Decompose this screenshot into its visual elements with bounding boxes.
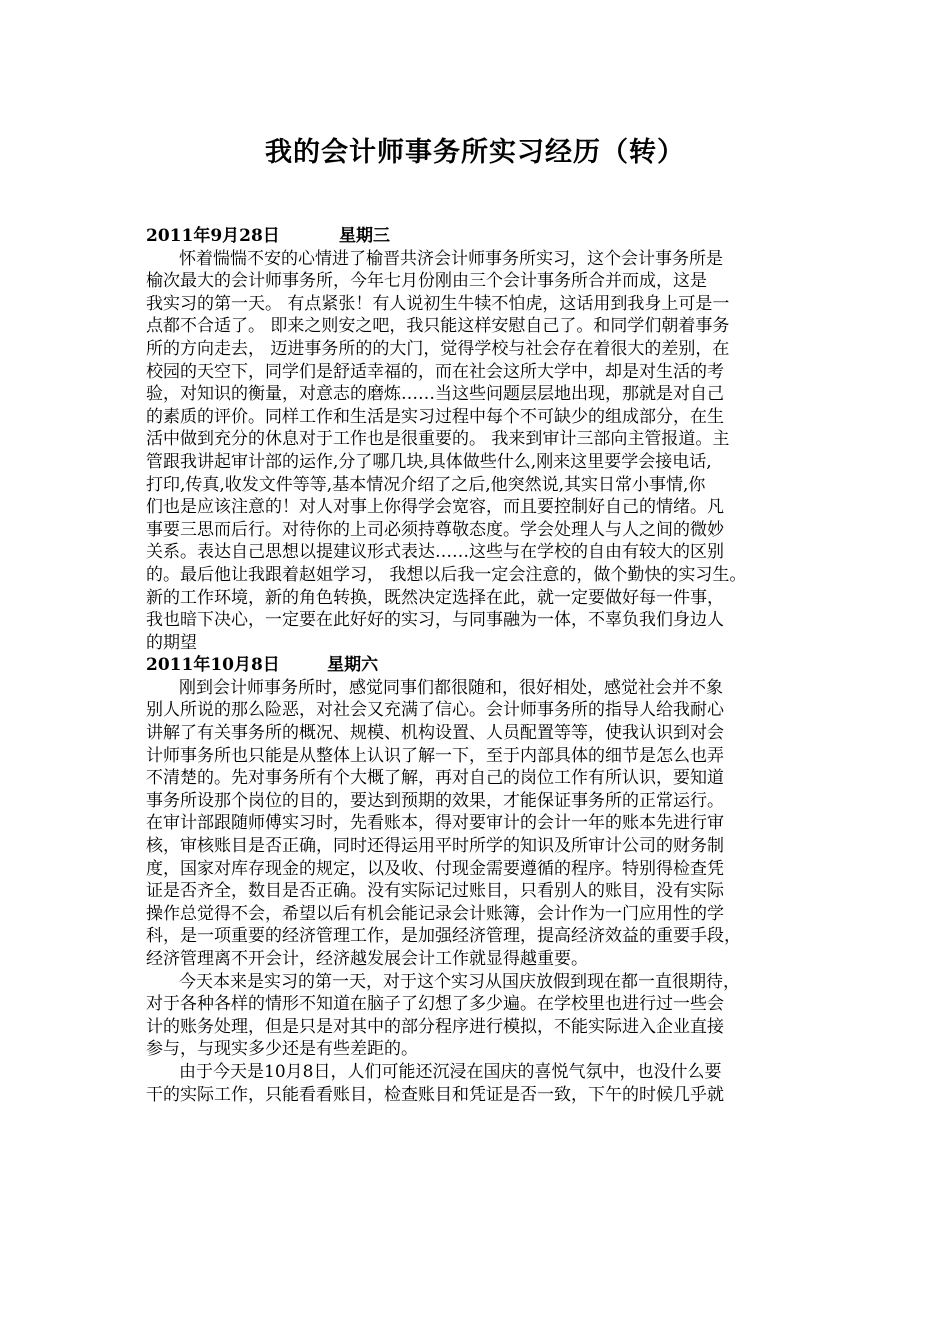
- text-line: 计的账务处理，但是只是对其中的部分程序进行模拟，不能实际进入企业直接: [146, 1016, 724, 1037]
- text-line: 今天本来是实习的第一天，对于这个实习从国庆放假到现在都一直很期待，: [179, 971, 740, 992]
- text-line: 的素质的评价。同样工作和生活是实习过程中每个不可缺少的组成部分，在生: [146, 406, 724, 427]
- text-line: 校园的天空下，同学们是舒适幸福的，而在社会这所大学中，却是对生活的考: [146, 361, 724, 382]
- text-line: 管跟我讲起审计部的运作,分了哪几块,具体做些什么,刚来这里要学会接电话,: [146, 451, 712, 472]
- text-line: 讲解了有关事务所的概况、规模、机构设置、人员配置等等，使我认识到对会: [146, 723, 724, 744]
- text-line: 怀着惴惴不安的心情进了榆晋共济会计师事务所实习，这个会计事务所是: [179, 248, 723, 269]
- text-line: 们也是应该注意的！对人对事上你得学会宽容，而且要控制好自己的情绪。凡: [146, 497, 724, 518]
- text-line: 榆次最大的会计师事务所，今年七月份刚由三个会计事务所合并而成，这是: [146, 271, 707, 292]
- text-line: 在审计部跟随师傅实习时，先看账本，得对要审计的会计一年的账本先进行审: [146, 813, 724, 834]
- text-line: 证是否齐全，数目是否正确。没有实际记过账目，只看别人的账目，没有实际: [146, 881, 724, 902]
- document-body: [146, 225, 814, 1106]
- text-line: 关系。表达自己思想以提建议形式表达……这些与在学校的自由有较大的区别: [146, 542, 724, 563]
- text-line: 对于各种各样的情形不知道在脑子了幻想了多少遍。在学校里也进行过一些会: [146, 994, 724, 1015]
- text-line: 参与，与现实多少还是有些差距的。: [146, 1039, 418, 1060]
- text-line: 事务所设那个岗位的目的，要达到预期的效果，才能保证事务所的正常运行。: [146, 790, 724, 811]
- entry-date: 2011年10月8日: [146, 655, 280, 676]
- entry-date: 2011年9月28日: [146, 226, 280, 246]
- text-line: 别人所说的那么险恶，对社会又充满了信心。会计师事务所的指导人给我耐心: [146, 700, 724, 721]
- text-line: 验，对知识的衡量，对意志的磨炼……当这些问题层层地出现，那就是对自己: [146, 384, 724, 405]
- text-line: 我也暗下决心，一定要在此好好的实习，与同事融为一体，不辜负我们身边人: [146, 610, 724, 631]
- text-line: 核，审核账目是否正确，同时还得运用平时所学的知识及所审计公司的财务制: [146, 836, 724, 857]
- entry-weekday: 星期三: [339, 226, 390, 246]
- text-line: 的期望: [146, 632, 197, 653]
- text-line: 打印,传真,收发文件等等,基本情况介绍了之后,他突然说,其实日常小事情,你: [146, 474, 706, 495]
- text-line: 计师事务所也只能是从整体上认识了解一下，至于内部具体的细节是怎么也弄: [146, 745, 724, 766]
- text-line: 我实习的第一天。 有点紧张！有人说初生牛犊不怕虎，这话用到我身上可是一: [146, 293, 730, 314]
- text-line: 所的方向走去， 迈进事务所的的大门，觉得学校与社会存在着很大的差别，在: [146, 338, 730, 359]
- text-line: 干的实际工作，只能看看账目，检查账目和凭证是否一致，下午的时候几乎就: [146, 1084, 724, 1105]
- text-line: 不清楚的。先对事务所有个大概了解，再对自己的岗位工作有所认识，要知道: [146, 768, 724, 789]
- text-line: 科，是一项重要的经济管理工作，是加强经济管理，提高经济效益的重要手段，: [146, 926, 741, 947]
- text-line: 事要三思而后行。对待你的上司必须持尊敬态度。学会处理人与人之间的微妙: [146, 519, 724, 540]
- text-line: 经济管理离不开会计，经济越发展会计工作就显得越重要。: [146, 949, 588, 969]
- document-title: 我的会计师事务所实习经历（转）: [265, 137, 685, 168]
- text-line: 度，国家对库存现金的规定，以及收、付现金需要遵循的程序。特别得检查凭: [146, 858, 724, 879]
- entry-date-line: [146, 654, 814, 677]
- text-line: 的。最后他让我跟着赵姐学习， 我想以后我一定会注意的，做个勤快的实习生。: [146, 564, 747, 585]
- text-line: 由于今天是10月8日，人们可能还沉浸在国庆的喜悦气氛中，也没什么要: [179, 1061, 722, 1082]
- entry-date-line: [146, 225, 814, 248]
- text-line: 新的工作环境，新的角色转换，既然决定选择在此，就一定要做好每一件事，: [146, 587, 724, 608]
- text-line: 点都不合适了。 即来之则安之吧，我只能这样安慰自己了。和同学们朝着事务: [146, 316, 730, 337]
- entry-weekday: 星期六: [327, 655, 379, 676]
- text-line: 操作总觉得不会，希望以后有机会能记录会计账簿，会计作为一门应用性的学: [146, 903, 724, 924]
- text-line: 刚到会计师事务所时，感觉同事们都很随和，很好相处，感觉社会并不象: [179, 677, 723, 698]
- text-line: 活中做到充分的休息对于工作也是很重要的。 我来到审计三部向主管报道。主: [146, 429, 730, 450]
